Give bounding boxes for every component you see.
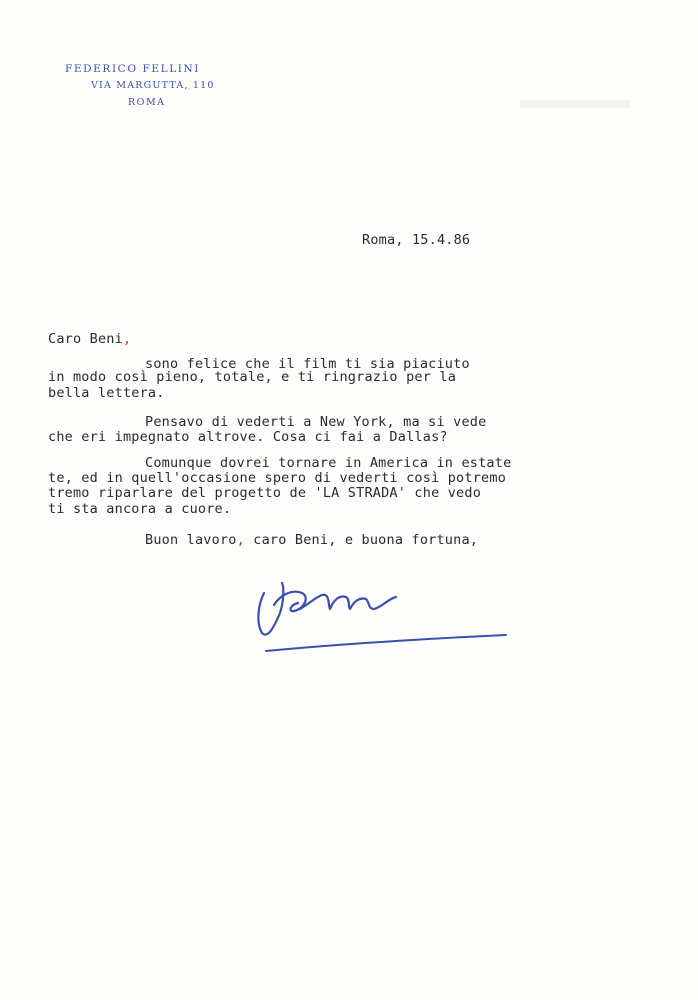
letter-date: Roma, 15.4.86 bbox=[362, 232, 471, 248]
letterhead-city: ROMA bbox=[128, 97, 166, 108]
body-line: in modo così pieno, totale, e ti ringrazio per la bbox=[48, 369, 457, 385]
salutation-comma: , bbox=[122, 331, 132, 347]
body-line: te, ed in quell'occasione spero di vederti così potremo bbox=[48, 470, 507, 486]
closing-line bbox=[145, 532, 478, 548]
letterhead-name: FEDERICO FELLINI bbox=[65, 63, 201, 75]
body-line: Pensavo di vederti a New York, ma si vede bbox=[145, 414, 487, 430]
salutation bbox=[48, 331, 131, 347]
body-line: bella lettera. bbox=[48, 385, 165, 401]
bleed-through-mark bbox=[520, 95, 640, 115]
body-line: tremo riparlare del progetto de 'LA STRADA' che vedo bbox=[48, 485, 482, 501]
body-line: sono felice che il film ti sia piaciuto bbox=[145, 356, 470, 372]
body-line: ti sta ancora a cuore. bbox=[48, 501, 232, 517]
closing-comma: , bbox=[236, 532, 245, 548]
handwritten-signature bbox=[250, 575, 520, 665]
body-line: che eri impegnato altrove. Cosa ci fai a Dallas? bbox=[48, 429, 448, 445]
closing-part: Buon lavoro bbox=[145, 532, 237, 548]
body-line: Comunque dovrei tornare in America in estate bbox=[145, 455, 512, 471]
salutation-name: Caro Beni bbox=[48, 331, 123, 347]
letterhead-street: VIA MARGUTTA, 110 bbox=[91, 80, 215, 91]
closing-part: caro Beni, e buona fortuna, bbox=[244, 532, 479, 548]
